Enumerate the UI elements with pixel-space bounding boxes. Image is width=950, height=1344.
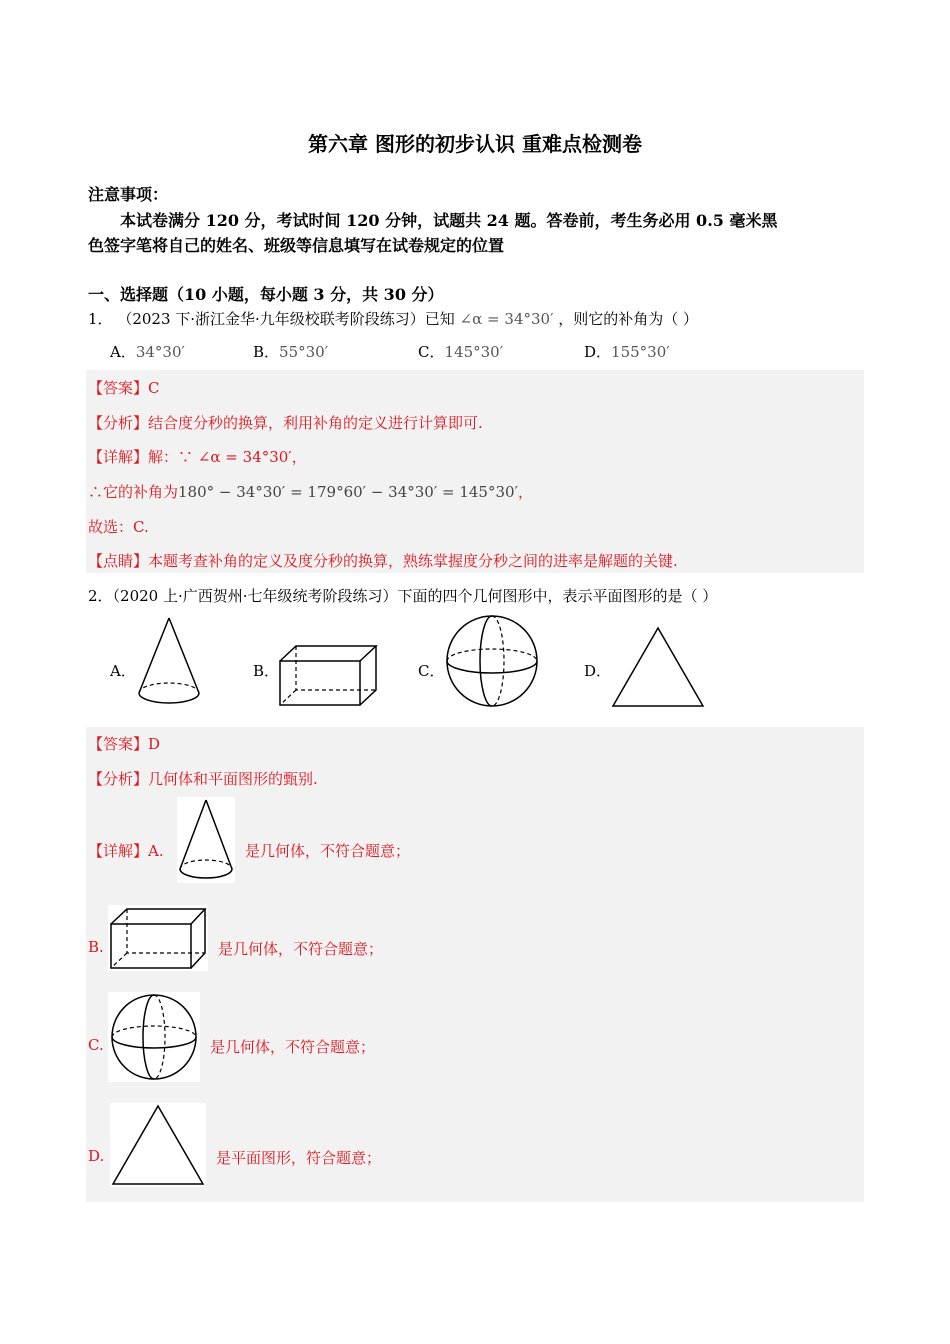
answer-value: D — [148, 735, 161, 753]
option-value: 145°30′ — [444, 343, 504, 361]
option-value: 34°30′ — [135, 343, 185, 361]
option-d-label: D． — [584, 662, 612, 680]
detail-tag: 【详解】 — [88, 448, 149, 466]
answer-box-1 — [86, 370, 864, 573]
detail-comma: ， — [291, 448, 307, 466]
option-value: 155°30′ — [611, 343, 670, 361]
option-label: A． — [110, 343, 136, 361]
detail-c-figure — [108, 992, 200, 1082]
detail-a-figure — [177, 797, 235, 883]
detail-a-text: 是几何体，不符合题意； — [245, 842, 411, 860]
question-math: ∠α = 34°30′ — [459, 310, 554, 328]
section-heading: 一、选择题（10 小题，每小题 3 分，共 30 分） — [88, 285, 444, 304]
option-label: C． — [418, 343, 445, 361]
answer-line — [88, 377, 160, 398]
question-number: 1． — [88, 310, 113, 328]
detail-prefix: 解：∵ — [148, 448, 194, 466]
question-text: （2020 上·广西贺州·七年级统考阶段练习）下面的四个几何图形中，表示平面图形的是（ ） — [112, 587, 718, 605]
option-c — [418, 341, 503, 362]
detail-b-figure — [108, 905, 208, 971]
question-1 — [88, 308, 698, 329]
question-tail: ，则它的补角为（ ） — [558, 310, 699, 328]
answer-tag: 【答案】 — [88, 735, 149, 753]
option-b — [253, 341, 328, 362]
comment-line — [88, 550, 678, 571]
analysis-line — [88, 768, 318, 789]
option-label: D． — [584, 343, 612, 361]
choose-line: 故选：C. — [88, 518, 149, 536]
answer-line — [88, 733, 160, 754]
answer-value: C — [148, 379, 160, 397]
detail-d-text: 是平面图形，符合题意； — [216, 1149, 382, 1167]
notice-line-2: 色签字笔将自己的姓名、班级等信息填写在试卷规定的位置 — [88, 236, 505, 255]
cuboid-icon — [278, 643, 378, 708]
therefore-text: ∴它的补角为 — [88, 483, 179, 501]
detail-label: A. — [148, 842, 164, 860]
question-2 — [88, 585, 717, 606]
cone-icon — [177, 797, 235, 883]
sphere-icon — [108, 992, 200, 1082]
analysis-text: 几何体和平面图形的甄别. — [148, 770, 318, 788]
analysis-text: 结合度分秒的换算，利用补角的定义进行计算即可. — [148, 414, 483, 432]
answer-tag: 【答案】 — [88, 379, 149, 397]
detail-d-label: D. — [88, 1147, 105, 1165]
detail-line — [88, 446, 307, 467]
cone-icon — [135, 615, 205, 710]
detail-d-figure — [110, 1103, 206, 1187]
question-source: （2023 下·浙江金华·九年级校联考阶段练习）已知 — [117, 310, 455, 328]
analysis-line — [88, 412, 483, 433]
triangle-icon — [110, 1103, 206, 1187]
option-a — [110, 341, 185, 362]
detail-b-label: B. — [88, 938, 104, 956]
detail-a-line — [88, 840, 164, 861]
triangle-icon — [610, 625, 706, 709]
detail-c-text: 是几何体，不符合题意； — [210, 1038, 376, 1056]
comment-tag: 【点睛】 — [88, 552, 149, 570]
question-number: 2． — [88, 587, 113, 605]
comment-text: 本题考查补角的定义及度分秒的换算，熟练掌握度分秒之间的进率是解题的关键. — [148, 552, 678, 570]
option-label: B． — [253, 343, 280, 361]
option-d — [584, 341, 670, 362]
page-title: 第六章 图形的初步认识 重难点检测卷 — [308, 132, 642, 156]
notice-heading: 注意事项： — [88, 185, 169, 204]
option-a-label: A． — [110, 662, 136, 680]
option-value: 55°30′ — [279, 343, 329, 361]
analysis-tag: 【分析】 — [88, 770, 149, 788]
option-c-label: C． — [418, 662, 445, 680]
analysis-tag: 【分析】 — [88, 414, 149, 432]
therefore-line: ∴它的补角为180° − 34°30′ = 179°60′ − 34°30′ = 145°30′， — [88, 483, 533, 501]
detail-c-label: C. — [88, 1036, 104, 1054]
detail-math: ∠α = 34°30′ — [197, 448, 292, 466]
therefore-math: 180° − 34°30′ = 179°60′ − 34°30′ = 145°30′ — [178, 483, 518, 501]
cuboid-icon — [108, 905, 208, 971]
option-b-label: B． — [253, 662, 280, 680]
notice-line-1: 本试卷满分 120 分，考试时间 120 分钟，试题共 24 题。答卷前，考生务必用 0.5 毫米黑 — [120, 211, 778, 230]
sphere-icon — [444, 613, 540, 709]
detail-b-text: 是几何体，不符合题意； — [218, 940, 384, 958]
detail-tag: 【详解】 — [88, 842, 149, 860]
